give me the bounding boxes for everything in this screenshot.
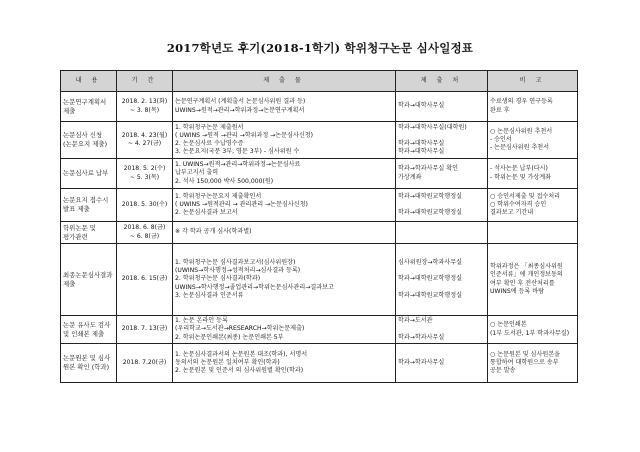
cell-line: 완료 후 [490, 106, 510, 114]
cell-line: 수료생의 경우 연구등록 [490, 98, 553, 106]
cell-line: ○ 학위수여자격 승인 [490, 200, 547, 208]
cell-line: - 석사논문 납부(다시) [490, 165, 548, 173]
cell-line: 최종논문심사결과 [63, 270, 113, 279]
table-body [61, 92, 578, 383]
page-title: 2017학년도 후기(2018-1학기) 학위청구논문 심사일정표 [166, 41, 474, 55]
cell-office [396, 122, 488, 159]
cell-office [396, 92, 488, 122]
cell-period [117, 222, 173, 244]
table-row [61, 222, 578, 244]
cell-line: 제출 [63, 279, 76, 288]
cell-period [117, 344, 173, 383]
cell-line: UWINS→원적→관리→학위과정→논문연구계획서 [175, 106, 305, 114]
cell-line: 결과보고 기간내 [490, 209, 534, 217]
cell-line: 납부고지서 출력 [175, 169, 219, 177]
cell-note [488, 344, 578, 383]
cell-line: 2018. 6. 15(금) [121, 275, 168, 283]
cell-line: 학과→학과사무실 [398, 358, 445, 366]
cell-line: 3. 논문심사결과 인준서류 [175, 291, 244, 299]
cell-line: 1. 학위청구논문요지 제출확인서 [175, 192, 262, 200]
cell-period [117, 122, 173, 159]
cell-line: 1. UWINS→원적→관리→학위과정→논문심사료 [175, 161, 301, 169]
cell-line: 동의서의 논문원본 일치여부 확인(학과) [175, 358, 280, 366]
cell-line [398, 201, 485, 209]
cell-line: 가상계좌 [398, 173, 422, 181]
cell-line: 및 인쇄본 제출 [63, 329, 105, 338]
cell-line: 논문원본 및 심사 [63, 354, 111, 363]
cell-line: - 논문심사위원 추천서 [490, 144, 550, 152]
cell-content [61, 244, 117, 316]
cell-line: ~ 5. 3(목) [129, 173, 160, 181]
cell-line: 논문심사 신청 [63, 131, 103, 140]
cell-note [488, 189, 578, 222]
cell-content [61, 222, 117, 244]
cell-line: 2. 논문심사료 수납영수증 [175, 140, 244, 147]
cell-office [396, 316, 488, 344]
cell-line: UWINS에 등록 바람 [490, 287, 545, 295]
cell-line: ( UWINS →원적관리 → 관리관리 →논문심사신청) [175, 200, 308, 208]
cell-line: - 학위논문 및 가상계좌 [490, 173, 551, 181]
cell-items [173, 189, 396, 222]
cell-line: ○ 논문원본 및 심사원본을 [490, 350, 560, 358]
cell-line: 2. 논문심사결과 보고서 [175, 209, 238, 217]
cell-line: 학과→대학사무실 [398, 140, 445, 147]
cell-note [488, 222, 578, 244]
cell-items [173, 92, 396, 122]
cell-office [396, 344, 488, 383]
cell-note [488, 244, 578, 316]
cell-line: 발표 제출 [63, 205, 90, 213]
table-row [61, 122, 578, 159]
cell-line: 학과→대학사무실 [398, 148, 445, 156]
cell-line: ※ 각 학과 공개 심사(학과별) [175, 228, 252, 236]
cell-period [117, 244, 173, 316]
cell-line: 논문연구계획서 (계획출서 논문심사위원 결과 등) [175, 98, 306, 106]
cell-office [396, 222, 488, 244]
cell-items [173, 222, 396, 244]
cell-line: 3. 논문요지(국문 3부, 영문 3부) - 심사위원 수 [175, 148, 300, 156]
cell-line: (UWINS→학사행정→성적처리→심사결과 등록) [175, 267, 301, 275]
cell-line: 2018. 6. 8(금) [123, 224, 166, 232]
cell-period [117, 92, 173, 122]
cell-line: 학위과정은 「최종심사위원 [490, 263, 563, 271]
cell-line: - 승인서 [490, 135, 512, 143]
cell-line: 논문연구계획서 [63, 97, 107, 106]
cell-line [398, 132, 485, 140]
cell-line: 2. 학위청구논문 심사결과(학과) [175, 275, 261, 283]
cell-line [398, 228, 485, 236]
cell-period [117, 316, 173, 344]
table-row [61, 316, 578, 344]
cell-content [61, 122, 117, 159]
cell-line: 여부 확인 후 전산처리를 [490, 279, 555, 287]
cell-line: 학과→대학원교학행정실 [398, 275, 462, 283]
cell-line: ~ 6. 8(금) [129, 232, 160, 240]
cell-line: 2. 논문원본 및 인준서 의 심사위원별 확인(학과) [175, 367, 304, 375]
cell-items [173, 244, 396, 316]
cell-line: 논문 유사도 검사 [63, 320, 111, 329]
cell-line [398, 325, 485, 333]
cell-line: 2. 학위논문인쇄본(최종) 논문인쇄본 5부 [175, 333, 284, 341]
cell-content [61, 344, 117, 383]
cell-line: ~ 4. 27(금) [127, 140, 162, 147]
table-row [61, 244, 578, 316]
cell-content [61, 159, 117, 189]
cell-line: 1. 학위청구논문 심사결과보고서(심사위원장) [175, 258, 296, 266]
cell-line: ○ 승인서제출 및 접수처리 [490, 192, 560, 200]
cell-period [117, 189, 173, 222]
cell-content [61, 316, 117, 344]
cell-line [490, 228, 575, 236]
table-row [61, 159, 578, 189]
table-row [61, 189, 578, 222]
cell-line: 공문 발송 [490, 367, 516, 375]
column-header-office: 제 출 처 [396, 71, 488, 92]
cell-line: 2018. 4. 23(월) [121, 131, 168, 139]
cell-office [396, 244, 488, 316]
cell-line: 심사위원장→학과사무실 [398, 258, 462, 266]
cell-line: 통합하여 대학원으로 송부 [490, 358, 559, 366]
cell-line: 학과→학과사무실 확인 [398, 165, 459, 173]
cell-line: 원본 확인 (학과) [63, 363, 110, 371]
cell-line: 2018. 7.20(금) [122, 358, 167, 366]
cell-line: 1. 논문심사결과서의 논문원본 대조(학과), 서명서 [175, 350, 308, 358]
cell-line: 논문심사료 납부 [63, 169, 109, 178]
cell-line: 인준서류」에 개인정보동의 [490, 271, 563, 279]
cell-line: (논문요지 제출) [63, 140, 108, 148]
cell-line: 학과→대학사무실(대학원) [398, 123, 467, 131]
cell-line: ~ 3. 8(목) [129, 106, 160, 114]
cell-line: ○ 논문인쇄본 [490, 321, 527, 329]
cell-line: ○ 논문심사위원 추천서 [490, 127, 553, 135]
cell-note [488, 159, 578, 189]
cell-line: 논문요지 접수시 [63, 196, 109, 205]
cell-line: 2018. 5. 30(수) [121, 200, 168, 208]
cell-note [488, 92, 578, 122]
table-row [61, 344, 578, 383]
cell-note [488, 316, 578, 344]
cell-line: ( UWINS →원적 →관리 →학위과정 →논문심사신청) [175, 131, 313, 139]
column-header-items: 제 출 물 [173, 71, 396, 92]
cell-line: 학과→대학원교학행정실 [398, 209, 462, 217]
table-row [61, 92, 578, 122]
cell-period [117, 159, 173, 189]
schedule-table [60, 70, 578, 383]
cell-items [173, 344, 396, 383]
cell-items [173, 159, 396, 189]
cell-line: 1. 학위청구논문 제출원서 [175, 123, 244, 131]
cell-line: 학과→도서관 [398, 317, 433, 325]
column-header-period: 기 간 [117, 71, 173, 92]
cell-line [398, 284, 485, 292]
cell-line: 2018. 5. 2(수) [123, 165, 166, 173]
cell-note [488, 122, 578, 159]
cell-items [173, 122, 396, 159]
cell-office [396, 189, 488, 222]
cell-line: 학과→대학원교학행정실 [398, 192, 462, 200]
cell-line: (1부 도서관, 1부 학과사무실) [490, 329, 570, 337]
cell-line: 2018. 2. 13(화) [121, 98, 168, 106]
cell-items [173, 316, 396, 344]
cell-line: (우리학교→도서관→RESEARCH→학위논문제출) [175, 325, 305, 333]
cell-line: 제출 [63, 106, 76, 115]
cell-content [61, 189, 117, 222]
cell-line: 2. 석사 150,000 박사 500,000(원) [175, 177, 274, 185]
cell-line: 학위논문 및 [63, 223, 96, 232]
cell-line: 학과→대학원교학행정실 [398, 291, 462, 299]
cell-line: 평가관련 [63, 232, 88, 241]
table-header-row [61, 71, 578, 92]
column-header-note: 비 고 [488, 71, 578, 92]
column-header-content: 내 용 [61, 71, 117, 92]
cell-line: 2018. 7. 13(금) [121, 325, 168, 333]
cell-line: 학과→대학사무실 [398, 102, 445, 110]
cell-office [396, 159, 488, 189]
cell-line: UWINS→학사행정→졸업관리→학위논문심사관리→결과보고 [175, 283, 334, 291]
cell-line: 1. 논문 온라인 등록 [175, 317, 228, 325]
cell-line: 학과→학과사무실 [398, 333, 445, 341]
cell-content [61, 92, 117, 122]
